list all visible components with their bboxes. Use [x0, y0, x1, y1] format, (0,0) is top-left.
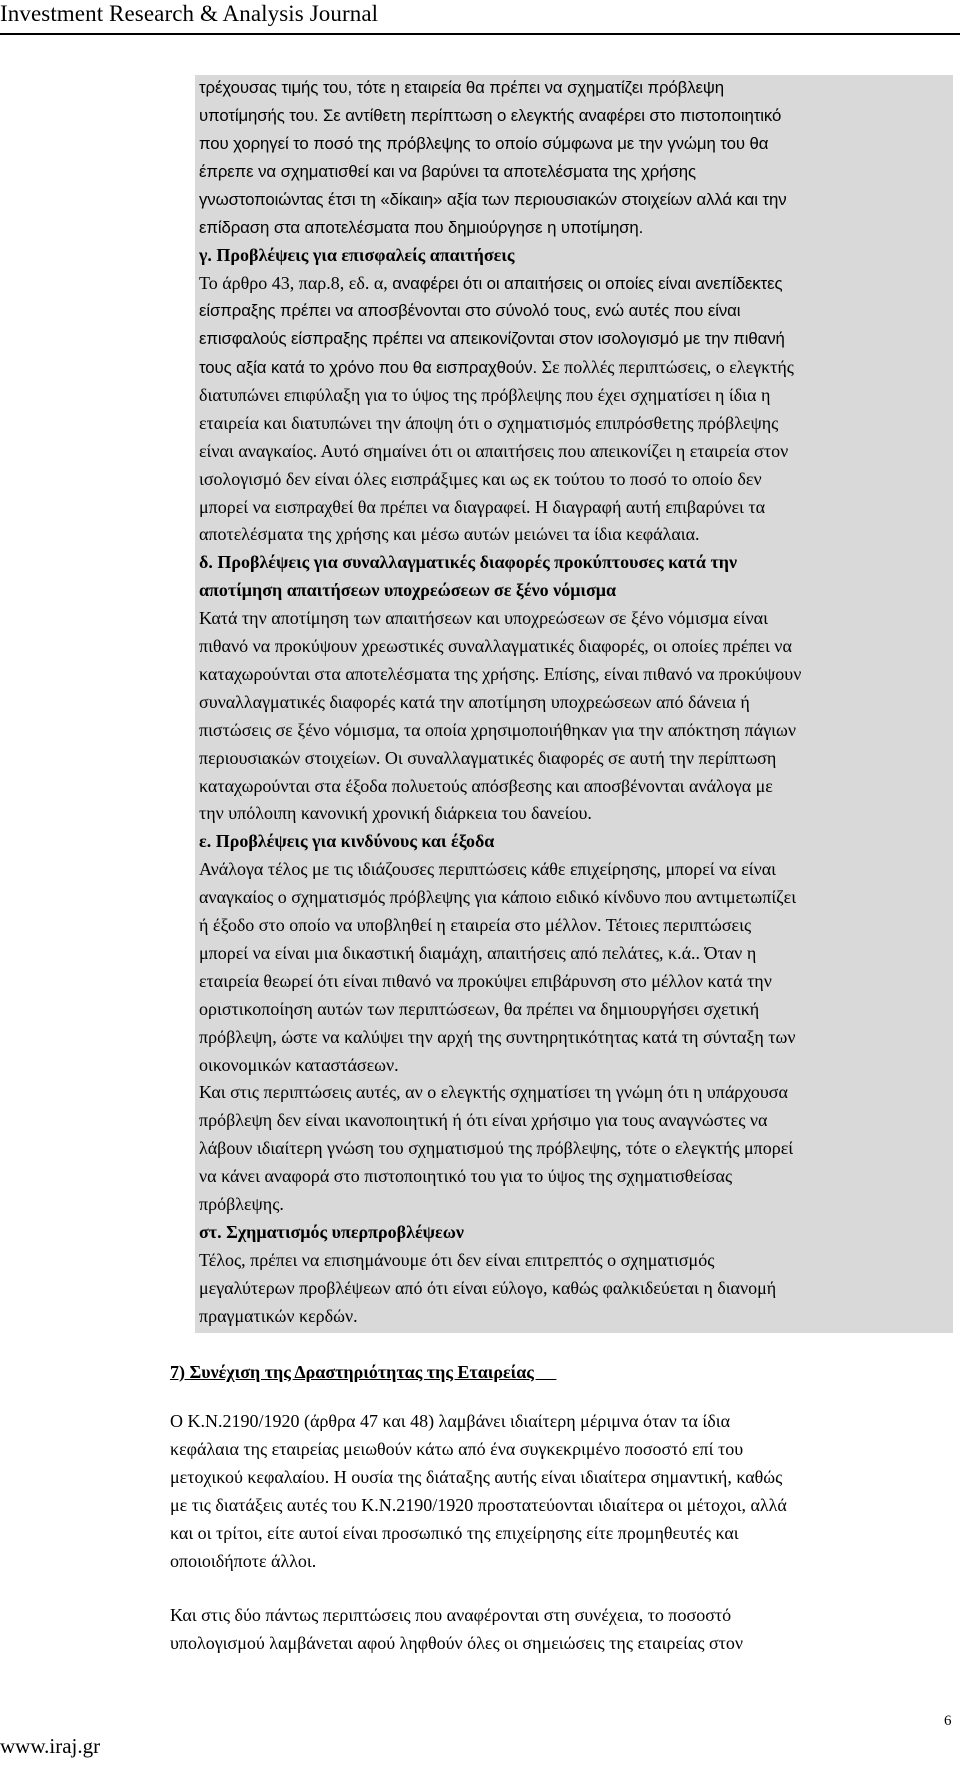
body-line: έπρεπε να σχηματισθεί και να βαρύνει τα αποτελέσματα της χρήσης	[199, 161, 696, 181]
body-line: συναλλαγματικές διαφορές κατά την αποτίμηση υποχρεώσεων από δάνεια ή	[199, 691, 750, 712]
subsection-heading: αποτίμηση απαιτήσεων υποχρεώσεων σε ξένο νόμισμα	[199, 580, 617, 601]
subsection-heading: ε. Προβλέψεις για κινδύνους και έξοδα	[199, 831, 495, 852]
body-line: γνωστοποιώντας έτσι τη «δίκαιη» αξία των περιουσιακών στοιχείων αλλά και την	[199, 189, 787, 209]
body-line: επίδραση στα αποτελέσματα που δημιούργησε η υποτίμηση.	[199, 217, 644, 237]
body-line: Ανάλογα τέλος με τις ιδιάζουσες περιπτώσεις κάθε επιχείρησης, μπορεί να είναι	[199, 859, 777, 880]
body-line: μπορεί να είναι μια δικαστική διαμάχη, απαιτήσεις από πελάτες, κ.ά.. Όταν η	[199, 942, 757, 963]
body-line: μπορεί να εισπραχθεί θα πρέπει να διαγραφεί. Η διαγραφή αυτή επιβαρύνει τα	[199, 496, 766, 517]
body-line	[199, 271, 782, 296]
body-line: επισφαλούς είσπραξης πρέπει να απεικονίζονται στον ισολογισμό με την πιθανή	[199, 329, 785, 349]
body-line: υποτίμησής του. Σε αντίθετη περίπτωση ο ελεγκτής αναφέρει στο πιστοποιητικό	[199, 105, 782, 125]
body-line: να κάνει αναφορά στο πιστοποιητικό του για το ύψος της σχηματισθείσας	[199, 1166, 733, 1187]
body-line: πρόβλεψης.	[199, 1194, 284, 1214]
body-line: εταιρεία θεωρεί ότι είναι πιθανό να προκύψει επιβάρυνση στο μέλλον κατά την	[199, 970, 772, 991]
body-line: οικονομικών καταστάσεων.	[199, 1054, 399, 1075]
body-line	[199, 355, 794, 380]
body-line: καταχωρούνται στα αποτελέσματα της χρήσης. Επίσης, είναι πιθανό να προκύψουν	[199, 663, 802, 684]
paragraph-line: υπολογισμού λαμβάνεται αφού ληφθούν όλες οι σημειώσεις της εταιρείας στον	[170, 1632, 744, 1653]
body-line: οριστικοποίηση αυτών των περιπτώσεων, θα πρέπει να δημιουργήσει σχετική	[199, 998, 760, 1019]
body-line: είσπραξης πρέπει να αποσβένονται στο σύνολό τους, ενώ αυτές που είναι	[199, 301, 741, 321]
body-line: καταχωρούνται στα έξοδα πολυετούς απόσβεσης και αποσβένονται ανάλογα με	[199, 775, 773, 796]
line-segment-sans: τους αξία κατά το χρόνο που θα εισπραχθούν.	[199, 358, 542, 377]
body-line: πρόβλεψη, ώστε να καλύψει την αρχή της συντηρητικότητας κατά τη σύνταξη των	[199, 1026, 796, 1047]
line-segment-serif: Το άρθρο 43, παρ.8, εδ. α,	[199, 273, 393, 294]
subsection-heading: γ. Προβλέψεις για επισφαλείς απαιτήσεις	[199, 245, 515, 266]
subsection-heading: στ. Σχηματισμός υπερπροβλέψεων	[199, 1221, 464, 1242]
body-line: πιστώσεις σε ξένο νόμισμα, τα οποία χρησιμοποιήθηκαν για την απόκτηση πάγιων	[199, 719, 796, 740]
body-line: λάβουν ιδιαίτερη γνώση του σχηματισμού της πρόβλεψης, τότε ο ελεγκτής μπορεί	[199, 1138, 794, 1159]
body-line: αποτελέσματα της χρήσης και μέσω αυτών μειώνει τα ίδια κεφάλαια.	[199, 524, 700, 545]
header-divider	[0, 33, 960, 35]
body-line: που χορηγεί το ποσό της πρόβλεψης το οποίο σύμφωνα με την γνώμη του θα	[199, 133, 769, 153]
body-line: πραγματικών κερδών.	[199, 1305, 358, 1326]
subsection-heading: δ. Προβλέψεις για συναλλαγματικές διαφορές προκύπτουσες κατά την	[199, 552, 738, 573]
body-line: διατυπώνει επιφύλαξη για το ύψος της πρόβλεψης που έχει σχηματίσει η ίδια η	[199, 384, 771, 405]
body-line: περιουσιακών στοιχείων. Οι συναλλαγματικές διαφορές σε αυτή την περίπτωση	[199, 747, 777, 768]
body-line: πιθανό να προκύψουν χρεωστικές συναλλαγματικές διαφορές, οι οποίες πρέπει να	[199, 636, 792, 656]
body-line: Και στις περιπτώσεις αυτές, αν ο ελεγκτής σχηματίσει τη γνώμη ότι η υπάρχουσα	[199, 1082, 788, 1103]
body-line: Κατά την αποτίμηση των απαιτήσεων και υποχρεώσεων σε ξένο νόμισμα είναι	[199, 608, 768, 629]
paragraph-line: με τις διατάξεις αυτές του Κ.Ν.2190/1920 προστατεύονται ιδιαίτερα οι μέτοχοι, αλλά	[170, 1494, 787, 1515]
body-line: ή έξοδο στο οποίο να υποβληθεί η εταιρεία στο μέλλον. Τέτοιες περιπτώσεις	[199, 915, 752, 935]
page-number: 6	[944, 1713, 952, 1729]
paragraph-line: Ο Κ.Ν.2190/1920 (άρθρα 47 και 48) λαμβάνει ιδιαίτερη μέριμνα όταν τα ίδια	[170, 1411, 731, 1431]
body-line: είναι αναγκαίος. Αυτό σημαίνει ότι οι απαιτήσεις που απεικονίζει η εταιρεία στον	[199, 440, 789, 461]
line-segment-serif: Σε πολλές περιπτώσεις, ο ελεγκτής	[541, 357, 794, 377]
section-heading: 7) Συνέχιση της Δραστηριότητας της Εταιρείας	[170, 1362, 557, 1382]
body-line: εταιρεία και διατυπώνει την άποψη ότι ο σχηματισμός επιπρόσθετης πρόβλεψης	[199, 412, 779, 433]
body-line: ισολογισμό δεν είναι όλες εισπράξιμες και ως εκ τούτου το ποσό το οποίο δεν	[199, 468, 762, 489]
body-line: τρέχουσας τιμής του, τότε η εταιρεία θα πρέπει να σχηματίζει πρόβλεψη	[199, 78, 724, 97]
paragraph-line: οποιοιδήποτε άλλοι.	[170, 1550, 317, 1571]
paragraph-line: κεφάλαια της εταιρείας μειωθούν κάτω από ένα συγκεκριμένο ποσοστό επί του	[170, 1438, 744, 1459]
body-line: την υπόλοιπη κανονική χρονική διάρκεια του δανείου.	[199, 803, 592, 824]
body-line: αναγκαίος ο σχηματισμός πρόβλεψης για κάποιο ειδικό κίνδυνο που αντιμετωπίζει	[199, 887, 797, 908]
paragraph-line: μετοχικού κεφαλαίου. Η ουσία της διάταξης αυτής είναι ιδιαίτερα σημαντική, καθώς	[170, 1466, 783, 1487]
paragraph-line: και οι τρίτοι, είτε αυτοί είναι προσωπικό της επιχείρησης είτε προμηθευτές και	[170, 1522, 739, 1543]
body-line: μεγαλύτερων προβλέψεων από ότι είναι εύλογο, καθώς φαλκιδεύεται η διανομή	[199, 1277, 777, 1298]
journal-title: Investment Research & Analysis Journal	[0, 1, 379, 26]
line-segment-sans: αναφέρει ότι οι απαιτήσεις οι οποίες είναι ανεπίδεκτες	[392, 274, 783, 294]
body-line: Τέλος, πρέπει να επισημάνουμε ότι δεν είναι επιτρεπτός ο σχηματισμός	[199, 1249, 715, 1270]
paragraph-line: Και στις δύο πάντως περιπτώσεις που αναφέρονται στη συνέχεια, το ποσοστό	[170, 1605, 732, 1625]
site-url: www.iraj.gr	[0, 1734, 101, 1758]
body-line: πρόβλεψη δεν είναι ικανοποιητική ή ότι είναι χρήσιμο για τους αναγνώστες να	[199, 1110, 768, 1131]
